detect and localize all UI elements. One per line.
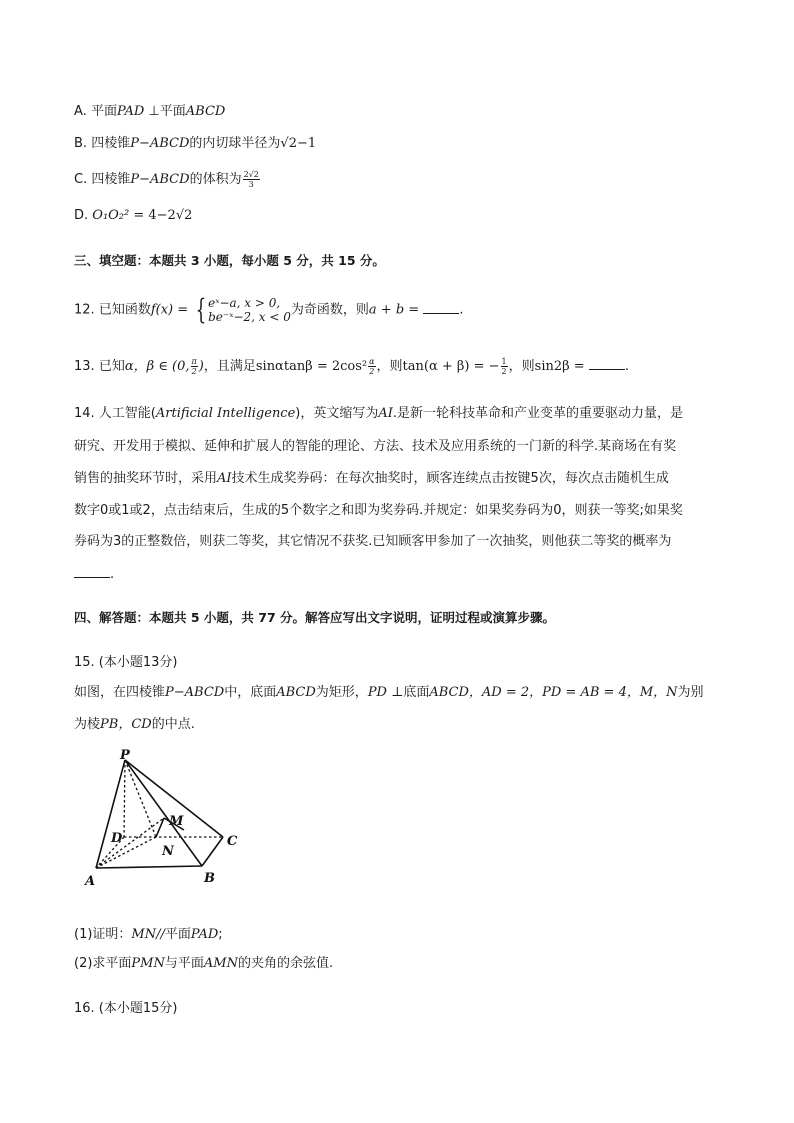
case-line: be⁻ˣ−2, x < 0 xyxy=(208,310,291,324)
section-heading-fill-in: 三、填空题：本题共 3 小题，每小题 5 分，共 15 分。 xyxy=(74,253,385,268)
edge-AB xyxy=(96,866,202,868)
question-text: . xyxy=(110,567,115,582)
question-text: 的夹角的余弦值. xyxy=(237,956,334,971)
question-text: . xyxy=(624,359,629,374)
segment-AN xyxy=(96,837,156,868)
question-text: 已知 xyxy=(98,359,125,374)
segment-MN xyxy=(156,818,164,837)
question-text: 如图，在四棱锥 xyxy=(74,685,166,700)
vertex-label-P: P xyxy=(120,748,130,763)
question-text: 为矩形， xyxy=(315,685,368,700)
option-text: 的内切球半径为 xyxy=(189,136,281,151)
question-text: 中，底面 xyxy=(224,685,277,700)
question-math: AI xyxy=(378,406,393,421)
pi-over-two-fraction xyxy=(191,357,198,376)
question-text: . xyxy=(459,302,464,318)
option-math: P−ABCD xyxy=(130,136,190,151)
option-text: 四棱锥 xyxy=(91,136,131,151)
question-14-line-6 xyxy=(74,565,114,584)
fraction-numerator: 2√2 xyxy=(243,170,259,179)
option-label: A. xyxy=(74,104,91,119)
option-math: P−ABCD xyxy=(130,172,190,187)
question-15-heading: 15. (本小题13分) xyxy=(74,655,178,670)
option-a xyxy=(74,103,225,121)
question-text: 销售的抽奖环节时，采用 xyxy=(74,471,218,486)
segment-AM xyxy=(96,818,164,868)
option-math: ABCD xyxy=(185,104,226,119)
volume-fraction xyxy=(243,170,260,189)
question-math: PB，CD xyxy=(100,717,152,732)
question-15-line-1 xyxy=(74,684,704,702)
question-14-line-1 xyxy=(74,405,683,423)
question-math: PAD xyxy=(190,927,219,942)
option-math: = 4−2√2 xyxy=(129,208,193,223)
question-math: ABCD，AD = 2，PD = AB = 4，M，N xyxy=(429,685,678,700)
option-math: PAD xyxy=(116,104,145,119)
vertex-label-D: D xyxy=(111,831,123,846)
fraction-numerator: 1 xyxy=(501,357,507,366)
question-text: 底面 xyxy=(403,685,430,700)
question-text: 为棱 xyxy=(74,717,101,732)
option-text: 平面 xyxy=(90,104,117,119)
option-label: C. xyxy=(74,172,92,187)
question-15-part-2 xyxy=(74,955,333,973)
question-text: 为别 xyxy=(677,685,704,700)
question-text: .是新一轮科技革命和产业变革的重要驱动力量，是 xyxy=(392,406,684,421)
fraction-denominator: 3 xyxy=(248,180,254,189)
question-math: sin2β = xyxy=(534,359,585,374)
question-14-line-2: 研究、开发用于模拟、延伸和扩展人的智能的理论、方法、技术及应用系统的一门新的科学.某商场在有奖 xyxy=(74,439,677,454)
vertex-label-C: C xyxy=(227,834,238,849)
question-text: ; xyxy=(218,927,223,942)
case-line: eˣ−a, x > 0, xyxy=(208,296,281,310)
question-text: ，则 xyxy=(376,359,403,374)
question-text: 已知函数 xyxy=(98,302,151,318)
question-text: )，英文缩写为 xyxy=(295,406,379,421)
option-c xyxy=(74,170,261,189)
question-16-heading: 16. (本小题15分) xyxy=(74,1001,178,1016)
option-text: 四棱锥 xyxy=(91,172,131,187)
question-text: (2)求平面 xyxy=(74,956,132,971)
question-text: 为奇函数，则 xyxy=(290,302,369,318)
question-math: MN// xyxy=(131,927,165,942)
edge-PD xyxy=(124,760,125,837)
left-brace-icon: { xyxy=(195,293,207,326)
question-number: 13. xyxy=(74,359,99,374)
question-14-line-5: 券码为3的正整数倍，则获二等奖，其它情况不获奖.已知顾客甲参加了一次抽奖，则他获二等奖的概率为 xyxy=(74,534,672,549)
question-text: 与平面 xyxy=(164,956,204,971)
fraction-denominator: 2 xyxy=(501,367,507,376)
question-text: (1)证明： xyxy=(74,927,132,942)
alpha-over-two-fraction xyxy=(368,357,375,376)
one-half-fraction xyxy=(501,357,508,376)
piecewise-cases xyxy=(208,296,291,324)
option-text: 的体积为 xyxy=(189,172,242,187)
question-15-line-2 xyxy=(74,716,195,734)
question-text: 平面 xyxy=(164,927,191,942)
question-math: sinαtanβ = 2cos² xyxy=(255,359,368,374)
option-math: O₁O₂² xyxy=(92,208,130,223)
question-text: ，且满足 xyxy=(203,359,256,374)
answer-blank[interactable] xyxy=(589,357,625,370)
option-b xyxy=(74,135,316,153)
option-math: √2−1 xyxy=(280,136,317,151)
question-text: ，则 xyxy=(508,359,535,374)
fraction-numerator: π xyxy=(191,357,197,366)
question-text: 14. 人工智能( xyxy=(74,406,156,421)
section-heading-solutions: 四、解答题：本题共 5 小题，共 77 分。解答应写出文字说明，证明过程或演算步骤。 xyxy=(74,610,556,625)
question-math: PD ⊥ xyxy=(367,685,404,700)
question-math: α，β ∈ (0, xyxy=(124,359,190,374)
vertex-label-A: A xyxy=(85,874,96,889)
point-label-N: N xyxy=(162,844,174,859)
question-math: AI xyxy=(217,471,232,486)
option-label: D. xyxy=(74,208,93,223)
question-number: 12. xyxy=(74,302,99,318)
question-14-line-4: 数字0或1或2，点击结束后，生成的5个数字之和即为奖券码.并规定：如果奖券码为0，则获一等奖;如果奖 xyxy=(74,503,683,518)
pyramid-figure xyxy=(80,745,250,890)
question-15-part-1 xyxy=(74,926,223,944)
option-d xyxy=(74,207,192,225)
option-text: ⊥平面 xyxy=(144,104,186,119)
answer-blank[interactable] xyxy=(74,565,110,578)
vertex-label-B: B xyxy=(204,871,215,886)
fraction-denominator: 2 xyxy=(369,367,375,376)
answer-blank[interactable] xyxy=(423,301,459,314)
question-14-line-3 xyxy=(74,470,669,488)
question-text: 的中点. xyxy=(151,717,195,732)
option-label: B. xyxy=(74,136,92,151)
question-text: 技术生成奖券码：在每次抽奖时，顾客连续点击按键5次，每次点击随机生成 xyxy=(231,471,669,486)
question-math: AMN xyxy=(203,956,238,971)
fraction-numerator: α xyxy=(369,357,375,366)
question-math: ) xyxy=(198,359,204,374)
function-notation: f(x) = xyxy=(150,302,189,318)
question-math: a + b = xyxy=(368,302,420,318)
question-math: P−ABCD xyxy=(165,685,225,700)
point-label-M: M xyxy=(169,814,184,829)
question-12 xyxy=(74,293,464,326)
question-13 xyxy=(74,356,629,378)
fraction-denominator: 2 xyxy=(191,367,197,376)
question-math: PMN xyxy=(131,956,165,971)
edge-BC xyxy=(202,837,223,866)
question-math: Artificial Intelligence xyxy=(155,406,296,421)
question-math: ABCD xyxy=(276,685,316,700)
question-math: tan(α + β) = − xyxy=(402,359,500,374)
